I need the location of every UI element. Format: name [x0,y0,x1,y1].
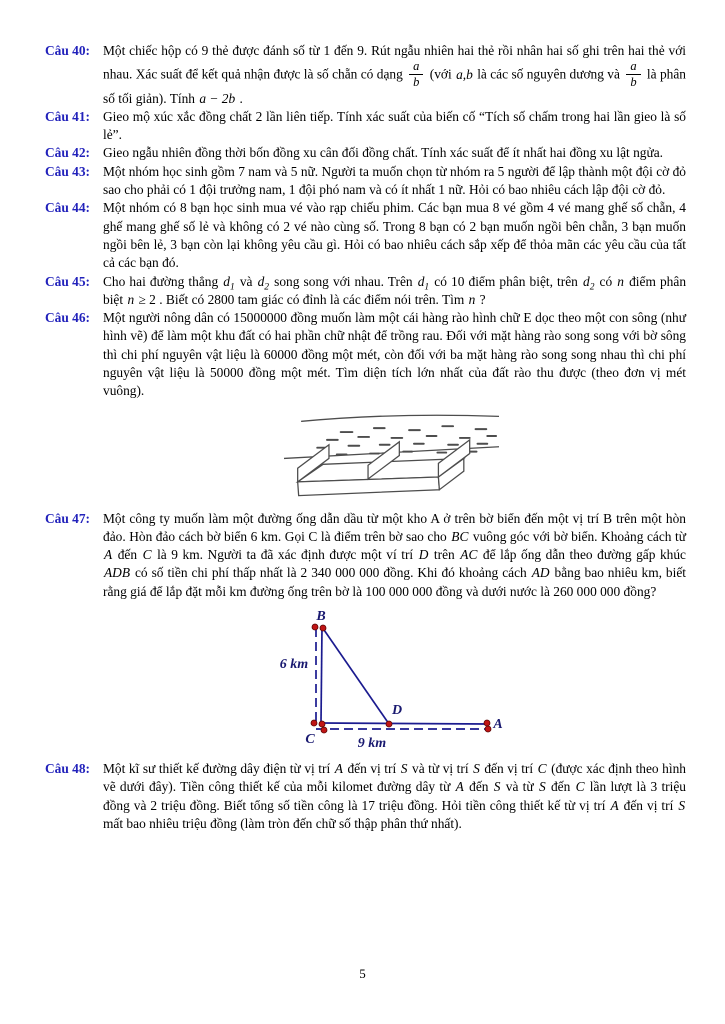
question-text: Gieo mộ xúc xắc đồng chất 2 lần liên tiếp. Tính xác suất của biến cố “Tích số chấm trong hai lần gieo là số lẻ”. [103,108,686,143]
segment-bd [322,627,389,724]
question-row [45,199,686,272]
question-row [45,42,686,108]
math-text: AC [460,547,478,563]
math-text: AD [531,565,550,581]
math-text: S [678,797,686,813]
fence-figure-svg [284,408,499,504]
math-text: C [142,547,152,563]
fraction: $\frac{a}{b}$ [409,60,423,89]
math-text: A [104,547,113,563]
math-text: S [473,761,480,777]
math-text: A [610,797,619,813]
math-text: BC [451,528,469,544]
question-row [45,760,686,833]
question-label: Câu 41: [45,108,91,124]
math-text: D [418,547,429,563]
question-text: Một chiếc hộp có 9 thẻ được đánh số từ 1 đến 9. Rút ngẫu nhiên hai thẻ rồi nhân hai số ghi trên hai thẻ với nhau. Xác suất để kết quả nhận được là số chẵn có dạng $\frac{a}{b}$ (với a,b là các số nguyên dương và $\frac{a}{b}$ là phân số tối giản). Tính a − 2b . [103,43,686,106]
math-text: a − 2b [199,90,236,106]
question-row [45,163,686,200]
question-row [45,273,686,310]
math-text: a,b [456,66,473,82]
math-text: S [493,779,501,795]
question-label: Câu 40: [45,43,91,58]
page-number: 5 [359,966,366,981]
segment-ca [321,723,487,724]
fraction: $\frac{a}{b}$ [626,60,640,89]
fence-figure [71,408,712,504]
label-a: A [492,717,503,733]
math-text: S [538,779,546,795]
question-row [45,108,686,145]
question-label: Câu 43: [45,163,91,179]
question-text: Một công ty muốn làm một đường ống dẫn dầu từ một kho A ở trên bờ biển đến một vị trí B trên một hòn đảo. Hòn đảo cách bờ biển 6 km. Gọi C là điểm trên bờ sao cho BC vuông góc với bờ biển. Khoảng cách từ A đến C là 9 km. Người ta đã xác định được một ví trí D trên AC để lắp ống dẫn theo đường gấp khúc ADB có số tiền chi phí thấp nhất là 2 340 000 000 đồng. Khi đó khoảng cách AD bằng bao nhiêu km, biết rằng giá để lắp đặt mỗi km đường ống trên bờ là 100 000 000 đồng và dưới nước là 260 000 000 đồng? [103,510,687,599]
question-row [45,309,686,400]
question-label: Câu 46: [45,310,91,326]
question-text: Một nhóm có 8 bạn học sinh mua vé vào rạp chiếu phim. Các bạn mua 8 vé gồm 4 vé mang ghế số chẵn, 4 ghế mang ghế số lẻ và không có 2 vé nào cùng số. Trong 8 bạn có 2 bạn muốn ngồi bên chẵn, 3 bạn muốn ngồi bên lẻ, 3 bạn còn lại không yêu cầu gì. Hỏi có bao nhiêu cách sắp xếp để thỏa mãn các yêu cầu của tất cả các bạn đó. [103,200,686,271]
math-text: C [537,761,547,777]
math-text: ADB [104,565,131,581]
math-text: C [575,779,585,795]
question-text: Một người nông dân có 15000000 đồng muốn làm một cái hàng rào hình chữ E dọc theo một con sông (như hình vẽ) để làm một khu đất có hai phần chữ nhật để trồng rau. Đối với mặt hàng rào song song với bờ sông thì chi phí nguyên vật liệu là 60000 đồng một mét, còn đối với ba mặt hàng rào song song nhau thì chi phí nguyên vật liệu là 50000 đồng một mét. Tìm diện tích lớn nhất của đất rào thu được (theo đơn vị mét vuông). [103,310,686,399]
math-text: n [617,273,624,289]
triangle-figure-svg [245,606,535,756]
question-text: Một nhóm học sinh gồm 7 nam và 5 nữ. Người ta muốn chọn từ nhóm ra 5 người để lập thành một đội cờ đỏ sao cho phải có 1 đội trưởng nam, 1 đội phó nam và có ít nhất 1 nữ. Hỏi có bao nhiêu cách lập đội cờ đỏ. [103,163,686,198]
math-text: A [455,779,464,795]
question-text: Một kĩ sư thiết kế đường dây điện từ vị trí A đến vị trí S và từ vị trí S đến vị trí C (được xác định theo hình vẽ dưới đây). Tiền công thiết kế của mỗi kilomet đường dây từ A đến S và từ S đến C lần lượt là 3 triệu đồng và 2 triệu đồng. Biết tổng số tiền công là 17 triệu đồng. Hỏi tiền công thiết kế từ vị trí A đến vị trí S mất bao nhiêu triệu đồng (làm tròn đến chữ số thập phân thứ nhất). [103,761,686,831]
question-label: Câu 45: [45,273,91,289]
questions [45,42,686,833]
math-text: n [468,291,476,307]
label-6km: 6 km [279,657,308,673]
label-9km: 9 km [357,736,386,752]
question-label: Câu 44: [45,200,91,216]
question-text: Cho hai đường thẳng $d_1$ và $d_2$ song song với nhau. Trên $d_1$ có 10 điểm phân biệt, trên $d_2$ có n điểm phân biệt n ≥ 2 . Biết có 2800 tam giác có đỉnh là các điểm nói trên. Tìm n ? [103,273,687,307]
math-text: n [127,291,135,307]
math-text: $d_1$ [223,273,235,293]
question-row [45,510,686,601]
river-far-bank [302,415,499,421]
question-label: Câu 42: [45,145,91,161]
label-c: C [304,732,315,748]
label-d: D [391,703,402,719]
segment-bc [321,627,322,723]
question-label: Câu 47: [45,510,91,526]
question-label: Câu 48: [45,761,91,777]
question-row [45,144,686,162]
math-text: S [400,761,408,777]
math-text: $d_2$ [257,273,270,293]
question-text: Gieo ngẫu nhiên đồng thời bốn đồng xu cân đối đồng chất. Tính xác suất để ít nhất hai đồng xu lật ngửa. [103,145,664,161]
math-text: A [334,761,343,777]
label-b: B [315,609,326,625]
triangle-figure [69,606,710,756]
math-text: $d_1$ [417,273,430,293]
math-text: $d_2$ [582,273,595,293]
